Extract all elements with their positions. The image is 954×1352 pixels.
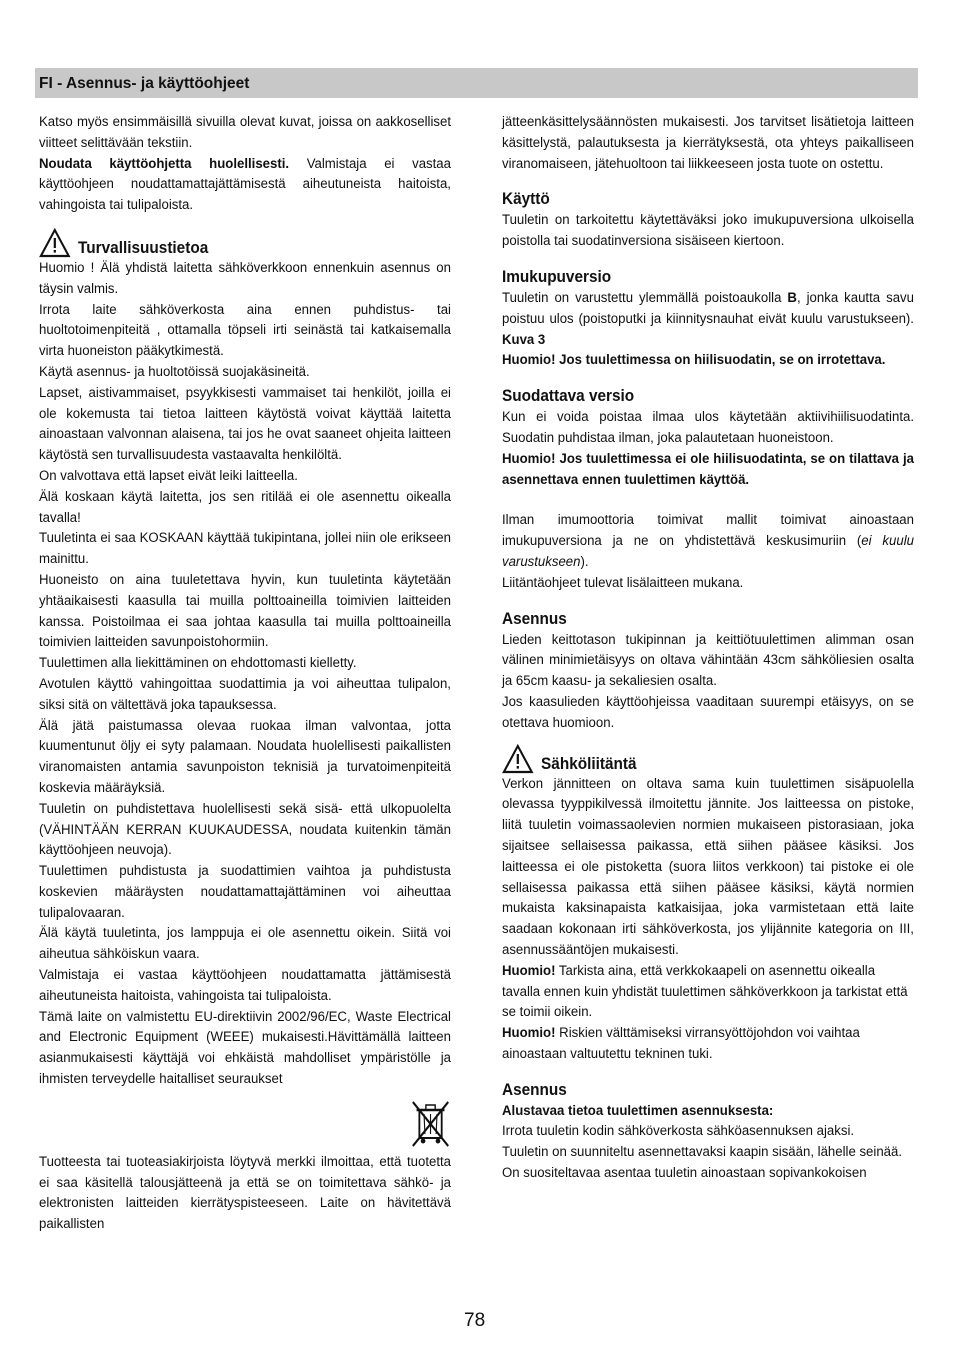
sahko-p3-rest: Riskien välttämiseksi virransyöttöjohdon voi vaihtaa ainoastaan valtuutettu tekninen tuki.	[502, 1025, 860, 1062]
ilman-text-a: Ilman imumoottoria toimivat mallit toimivat ainoastaan imukupuversiona ja ne on yhdistettävä keskusimuriin (	[502, 512, 914, 550]
asennus2-subtitle: Alustavaa tietoa tuulettimen asennuksesta:	[502, 1102, 774, 1119]
asennus-p2: Jos kaasulieden käyttöohjeissa vaaditaan suurempi etäisyys, on se otettava huomioon.	[502, 693, 914, 731]
asennus2-p2: Tuuletin on suunniteltu asennettavaksi kaapin sisään, lähelle seinää.	[502, 1144, 903, 1161]
crossed-out-bin-icon	[410, 1100, 451, 1150]
safety-paragraph: Tuulettimen alla liekittäminen on ehdottomasti kielletty.	[39, 655, 357, 672]
left-column	[39, 112, 451, 1235]
kaytto-text: Tuuletin on tarkoitettu käytettäväksi joko imukupuversiona ulkoisella poistolla tai suodatinversiona sisäiseen kiertoon.	[502, 212, 914, 250]
sahkoliitanta-p3	[502, 1023, 914, 1065]
right-column	[502, 112, 914, 1184]
sahko-p3-bold: Huomio!	[502, 1025, 556, 1042]
asennus-p1: Lieden keittotason tukipinnan ja keittiötuulettimen alimman osan välinen minimietäisyys on oltava vähintään 43cm sähköliesien osalta ja 65cm kaasu- ja sekaliesien osalta.	[502, 631, 914, 690]
page-number: 78	[464, 1310, 486, 1331]
safety-paragraph: Irrota laite sähköverkosta aina ennen puhdistus- tai huoltotoimenpiteitä , ottamalla töpseli irti seinästä tai katkaisemalla virta huoneiston pääkytkimestä.	[39, 301, 451, 360]
safety-paragraph: Käytä asennus- ja huoltotöissä suojakäsineitä.	[39, 363, 310, 380]
sahkoliitanta-p1: Verkon jännitteen on oltava sama kuin tuulettimen sisäpuolella olevassa tyyppikilvessä ilmoitettu jännite. Jos laitteessa on pistoke, liitä tuuletin voimassaolevien normien mukaiseen pistorasiaan, joka sijaitsee sellaisessa paikassa, että siihen pääsee käsiksi. Jos laitteessa ei ole pistoketta (suora liitos verkkoon) tai pistoke ei ole sellaisessa paikassa että siihen pääsee käsiksi, käytä normien mukaista kaksinapaista katkaisijaa, joka varmistetaan että laite saadaan kokonaan irti sähköverkosta, jos ylijännite kategoria on III, asennussääntöjen mukaisesti.	[502, 775, 914, 958]
suodattava-title: Suodattava versio	[502, 387, 635, 406]
section-header	[35, 68, 918, 98]
warning-triangle-icon	[39, 228, 71, 258]
safety-paragraph: On valvottava että lapset eivät leiki laitteella.	[39, 467, 298, 484]
imukupuversio-title: Imukupuversio	[502, 267, 612, 286]
safety-paragraph: Älä jätä paistumassa olevaa ruokaa ilman valvontaa, jotta kuumentunut öljy ei syty palamaan. Noudata huolellisesti paikallisten viranomaisten antamia savunpoiston teknisiä ja turvatoimenpiteitä koskevia määräyksiä.	[39, 717, 451, 796]
liitanta-text: Liitäntäohjeet tulevat lisälaitteen mukana.	[502, 574, 744, 591]
safety-paragraph: Tuulettimen puhdistusta ja suodattimien vaihtoa ja puhdistusta koskevien määräysten noudattamattajättäminen voi aiheuttaa tulipalovaaran.	[39, 863, 451, 921]
weee-text: Tuotteesta tai tuoteasiakirjoista löytyvä merkki ilmoittaa, että tuotetta ei saa käsitellä talousjätteenä ja että se on toimitettava sähkö- ja elektronisten laitteiden kierrätyspisteeseen. Laite on hävitettävä paikallisten	[39, 1153, 451, 1233]
imuk-text-c: , jonka kautta savu poistuu ulos (poistoputki ja kiinnitysnauhat eivät kuulu varustukseen).	[502, 289, 914, 327]
sahko-p2-bold: Huomio!	[502, 962, 556, 979]
asennus2-p3: On suositeltavaa asentaa tuuletin ainoastaan sopivankokoisen	[502, 1165, 867, 1182]
imukupuversio-warning: Huomio! Jos tuulettimessa on hiilisuodatin, se on irrotettava.	[502, 352, 886, 369]
suodattava-text: Kun ei voida poistaa ilmaa ulos käytetään aktiivihiilisuodatinta. Suodatin puhdistaa ilman, joka palautetaan huoneistoon.	[502, 409, 914, 446]
warning-triangle-icon	[502, 744, 534, 774]
safety-paragraph: Lapset, aistivammaiset, psyykkisesti vammaiset tai henkilöt, joilla ei ole kokemusta tai tietoa laitteen käytöstä voivat käyttää laitetta ainoastaan valvonnan alaisena, tai jos he ovat saaneet ohjeita laitteen käytöstä sen turvallisuudesta vastaavalta henkilöltä.	[39, 384, 451, 464]
sahkoliitanta-p2	[502, 961, 914, 1023]
safety-title: Turvallisuustietoa	[78, 238, 209, 257]
safety-paragraph: Älä käytä tuuletinta, jos lamppuja ei ole asennettu oikein. Siitä voi aiheutua sähköiskun vaara.	[39, 925, 451, 963]
safety-paragraph: Valmistaja ei vastaa käyttöohjeen noudattamatta jättämisestä aiheutuneista haitoista, vahingoista tai tulipaloista.	[39, 967, 451, 1004]
disposal-continued: jätteenkäsittelysäännösten mukaisesti. Jos tarvitset lisätietoja laitteen käsittelystä, palautuksesta ja kierrätyksestä, ota yhteys paikalliseen viranomaiseen, jätehuoltoon tai liikkeeseen josta tuote on ostettu.	[502, 114, 914, 172]
intro-text: Katso myös ensimmäisillä sivuilla olevat kuvat, joissa on aakkoselliset viitteet selittävään tekstiin.	[39, 114, 451, 151]
section-title: FI - Asennus- ja käyttöohjeet	[39, 75, 250, 92]
safety-paragraph: Älä koskaan käytä laitetta, jos sen ritilää ei ole asennettu oikealla tavalla!	[39, 488, 451, 526]
sahko-p2-rest: Tarkista aina, että verkkokaapeli on asennettu oikealla tavalla ennen kuin yhdistät tuulettimen sähköverkkoon ja tarkistat että se toimii oikein.	[502, 962, 908, 1021]
asennus-title: Asennus	[502, 609, 567, 628]
safety-paragraph: Tuuletin on puhdistettava huolellisesti sekä sisä- että ulkopuolelta (VÄHINTÄÄN KERRAN KUUKAUDESSA, noudata kuitenkin tämän käyttöohjeen neuvoja).	[39, 800, 451, 859]
safety-paragraph: Huomio ! Älä yhdistä laitetta sähköverkkoon ennenkuin asennus on täysin valmis.	[39, 259, 451, 297]
intro-notice-bold: Noudata käyttöohjetta huolellisesti.	[39, 155, 290, 172]
safety-paragraphs	[39, 258, 451, 1090]
asennus2-title: Asennus	[502, 1080, 567, 1099]
safety-heading	[39, 228, 451, 258]
safety-paragraph: Tämä laite on valmistettu EU-direktiivin 2002/96/EC, Waste Electrical and Electronic Equipment (WEEE) mukaisesti.Hävittämällä laitteen asianmukaisesti käyttäjä voi ehkäistä mahdolliset ympäristölle ja ihmisten terveydelle haitalliset seuraukset	[39, 1008, 451, 1088]
weee-symbol-row	[39, 1100, 451, 1152]
ilman-text-b: ei kuulu varustukseen	[502, 533, 914, 570]
imumoottori-text	[502, 510, 914, 572]
ilman-text-c: ).	[580, 553, 589, 570]
imuk-text-a: Tuuletin on varustettu ylemmällä poistoaukolla	[502, 289, 788, 306]
safety-paragraph: Tuuletinta ei saa KOSKAAN käyttää tukipintana, jollei niin ole erikseen mainittu.	[39, 530, 451, 568]
kaytto-title: Käyttö	[502, 190, 550, 209]
imuk-figure-ref: Kuva 3	[502, 331, 546, 348]
imuk-text-b: B	[787, 289, 797, 306]
imukupuversio-text	[502, 288, 914, 350]
safety-paragraph: Huoneisto on aina tuuletettava hyvin, kun tuuletinta käytetään yhtäaikaisesti kaasulla tai muilla polttoaineilla toimivien laitteiden kanssa. Poistoilmaa ei saa johtaa kaasulla tai muilla polttoaineilla toimivien laitteiden savunpoistohormiin.	[39, 571, 451, 651]
safety-paragraph: Avotulen käyttö vahingoittaa suodattimia ja voi aiheuttaa tulipalon, siksi sitä on vältettävä joka tapauksessa.	[39, 675, 451, 713]
intro-notice	[39, 154, 451, 216]
sahkoliitanta-title: Sähköliitäntä	[541, 754, 637, 773]
sahkoliitanta-heading	[502, 744, 914, 774]
asennus2-p1: Irrota tuuletin kodin sähköverkosta sähköasennuksen ajaksi.	[502, 1123, 855, 1140]
suodattava-warning: Huomio! Jos tuulettimessa ei ole hiilisuodatinta, se on tilattava ja asennettava ennen tuulettimen käyttöä.	[502, 450, 914, 488]
intro-notice-rest: Valmistaja ei vastaa käyttöohjeen noudattamattajättämisestä aiheutuneista haitoista, vahingoista tai tulipaloista.	[39, 155, 451, 214]
